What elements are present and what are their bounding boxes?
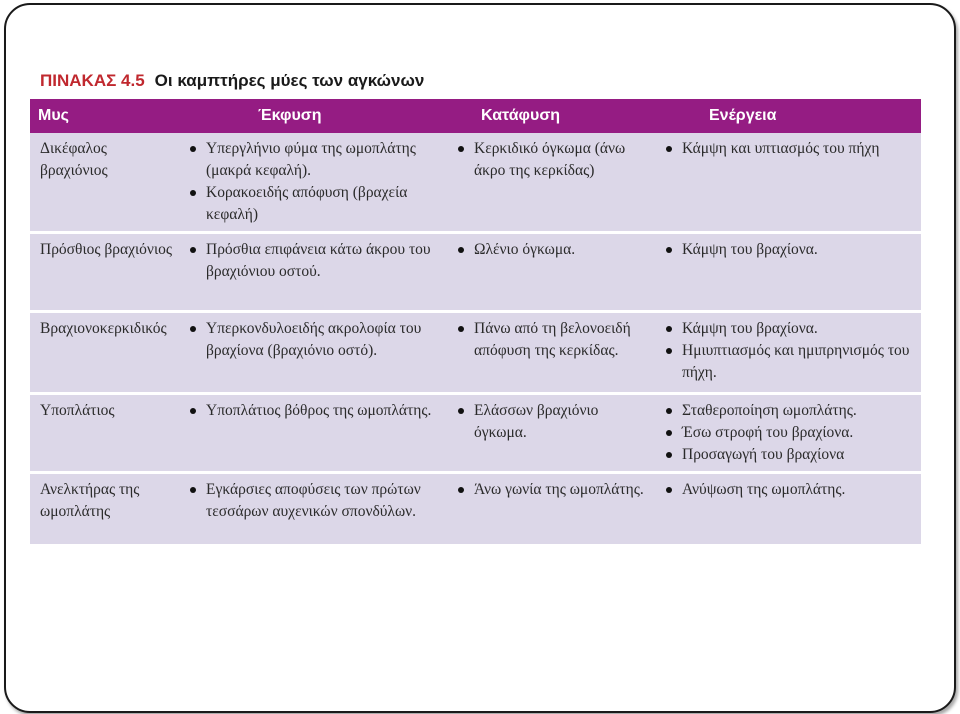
origin-cell — [178, 312, 446, 394]
origin-cell — [178, 233, 446, 312]
insertion-cell — [446, 312, 654, 394]
muscle-cell: Πρόσθιος βραχιόνιος — [30, 233, 178, 312]
bullet-item: Σταθεροποίηση ωμοπλάτης. — [664, 400, 915, 422]
action-cell — [654, 394, 921, 473]
bullet-item: Υποπλάτιος βόθρος της ωμοπλάτης. — [188, 400, 440, 422]
bullet-item: Κερκιδικό όγκωμα (άνω άκρο της κερκίδας) — [456, 138, 648, 182]
bullet-item: Έσω στροφή του βραχίονα. — [664, 422, 915, 444]
action-cell — [654, 133, 921, 233]
header-row — [30, 99, 921, 133]
bullet-item: Προσαγωγή του βραχίονα — [664, 444, 915, 466]
origin-cell — [178, 473, 446, 545]
action-cell — [654, 473, 921, 545]
bullet-item: Ανύψωση της ωμοπλάτης. — [664, 479, 915, 501]
header-origin: Έκφυση — [178, 99, 446, 133]
action-cell — [654, 233, 921, 312]
bullet-item: Πάνω από τη βελονοειδή απόφυση της κερκίδας. — [456, 318, 648, 362]
header-insertion: Κατάφυση — [446, 99, 654, 133]
bullet-item: Κάμψη και υπτιασμός του πήχη — [664, 138, 915, 160]
origin-cell — [178, 394, 446, 473]
insertion-cell — [446, 233, 654, 312]
bullet-item: Υπεργλήνιο φύμα της ωμοπλάτης (μακρά κεφαλή). — [188, 138, 440, 182]
table-caption — [40, 71, 424, 91]
bullet-item: Κάμψη του βραχίονα. — [664, 318, 915, 340]
muscle-cell: Βραχιονοκερκιδικός — [30, 312, 178, 394]
table-number: ΠΙΝΑΚΑΣ 4.5 — [40, 71, 145, 90]
table-row — [30, 473, 921, 545]
table-title: Οι καμπτήρες μύες των αγκώνων — [154, 71, 425, 90]
bullet-item: Ελάσσων βραχιόνιο όγκωμα. — [456, 400, 648, 444]
header-action: Ενέργεια — [654, 99, 921, 133]
muscle-cell: Δικέφαλος βραχιόνιος — [30, 133, 178, 233]
bullet-item: Κάμψη του βραχίονα. — [664, 239, 915, 261]
insertion-cell — [446, 133, 654, 233]
table-row — [30, 312, 921, 394]
bullet-item: Κορακοειδής απόφυση (βραχεία κεφαλή) — [188, 182, 440, 226]
bullet-item: Ημιυπτιασμός και ημιπρηνισμός του πήχη. — [664, 340, 915, 384]
table-row — [30, 133, 921, 233]
action-cell — [654, 312, 921, 394]
origin-cell — [178, 133, 446, 233]
muscle-cell: Ανελκτήρας της ωμοπλάτης — [30, 473, 178, 545]
insertion-cell — [446, 473, 654, 545]
elbow-flexors-table — [30, 99, 921, 544]
table-row — [30, 394, 921, 473]
bullet-item: Ωλένιο όγκωμα. — [456, 239, 648, 261]
bullet-item: Υπερκονδυλοειδής ακρολοφία του βραχίονα (βραχιόνιο οστό). — [188, 318, 440, 362]
table-row — [30, 233, 921, 312]
bullet-item: Πρόσθια επιφάνεια κάτω άκρου του βραχιόνιου οστού. — [188, 239, 440, 283]
bullet-item: Άνω γωνία της ωμοπλάτης. — [456, 479, 648, 501]
muscle-cell: Υποπλάτιος — [30, 394, 178, 473]
header-muscle: Μυς — [30, 99, 178, 133]
insertion-cell — [446, 394, 654, 473]
bullet-item: Εγκάρσιες αποφύσεις των πρώτων τεσσάρων αυχενικών σπονδύλων. — [188, 479, 440, 523]
